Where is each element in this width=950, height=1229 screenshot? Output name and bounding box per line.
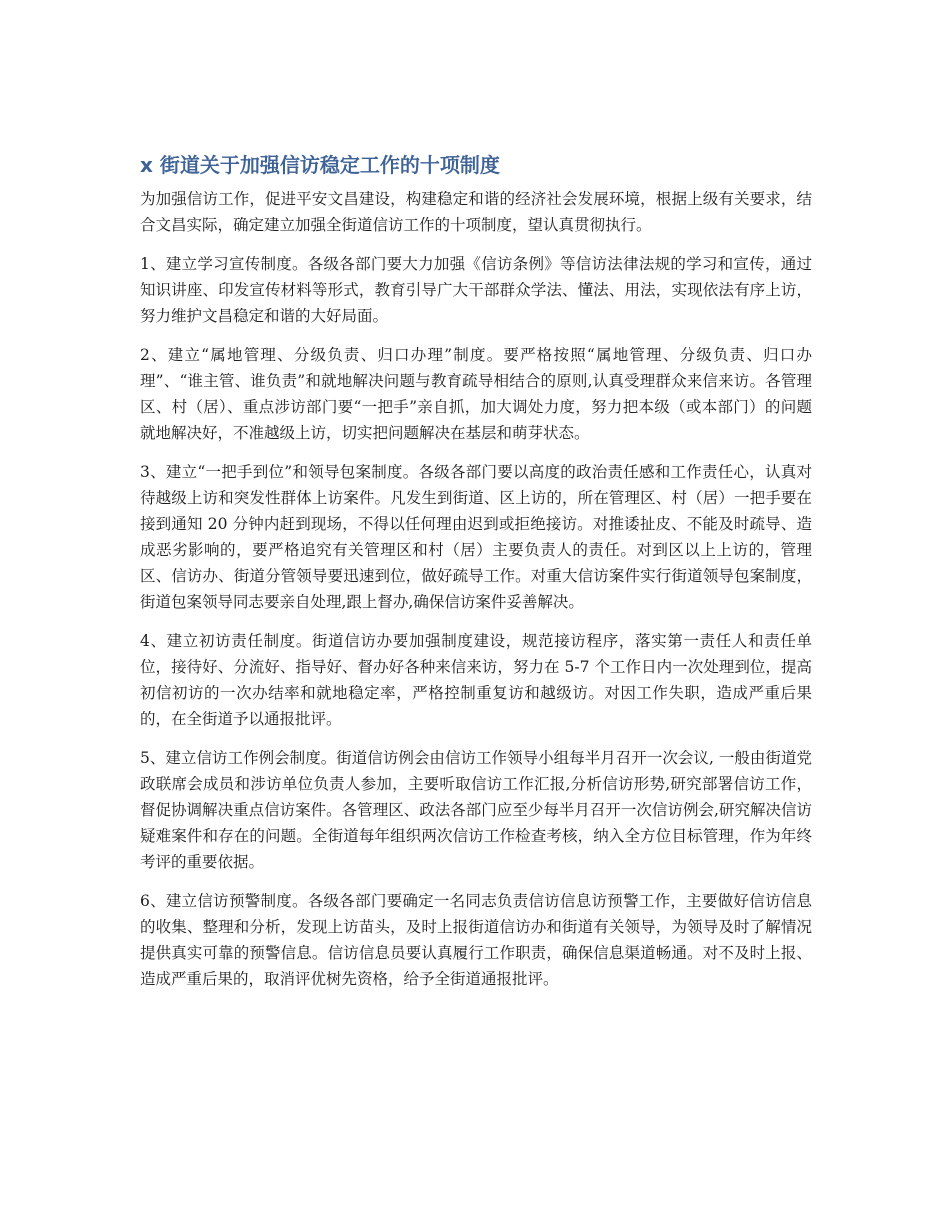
paragraph-rule-5: 5、建立信访工作例会制度。街道信访例会由信访工作领导小组每半月召开一次会议, 一般由街道党政联席会成员和涉访单位负责人参加，主要听取信访工作汇报,分析信访形势,研究部署信访工作，督促协调解决重点信访案件。各管理区、政法各部门应至少每半月召开一次信访例会,研究解决信访疑难案件和存在的问题。全街道每年组织两次信访工作检查考核，纳入全方位目标管理，作为年终考评的重要依据。 <box>140 749 812 871</box>
intro-paragraph: 为加强信访工作，促进平安文昌建设，构建稳定和谐的经济社会发展环境，根据上级有关要求，结合文昌实际，确定建立加强全街道信访工作的十项制度，望认真贯彻执行。 <box>140 190 812 234</box>
document-title: x 街道关于加强信访稳定工作的十项制度 <box>140 153 500 177</box>
paragraph-rule-4: 4、建立初访责任制度。街道信访办要加强制度建设，规范接访程序，落实第一责任人和责任单位，接待好、分流好、指导好、督办好各种来信来访，努力在 5-7 个工作日内一次处理到位，提高初信初访的一次办结率和就地稳定率，严格控制重复访和越级访。对因工作失职，造成严重后果的，在全街道予以通报批评。 <box>140 632 812 728</box>
paragraph-rule-2: 2、建立“属地管理、分级负责、归口办理”制度。要严格按照“属地管理、分级负责、归口办理”、“谁主管、谁负责”和就地解决问题与教育疏导相结合的原则,认真受理群众来信来访。各管理区、村（居）、重点涉访部门要“一把手”亲自抓，加大调处力度，努力把本级（或本部门）的问题就地解决好，不准越级上访，切实把问题解决在基层和萌芽状态。 <box>140 346 812 442</box>
paragraph-rule-6: 6、建立信访预警制度。各级各部门要确定一名同志负责信访信息访预警工作，主要做好信访信息的收集、整理和分析，发现上访苗头，及时上报街道信访办和街道有关领导，为领导及时了解情况提供真实可靠的预警信息。信访信息员要认真履行工作职责，确保信息渠道畅通。对不及时上报、造成严重后果的，取消评优树先资格，给予全街道通报批评。 <box>140 892 812 988</box>
paragraph-rule-1: 1、建立学习宣传制度。各级各部门要大力加强《信访条例》等信访法律法规的学习和宣传，通过知识讲座、印发宣传材料等形式，教育引导广大干部群众学法、懂法、用法，实现依法有序上访，努力维护文昌稳定和谐的大好局面。 <box>140 255 812 325</box>
document-page <box>140 150 812 1005</box>
paragraph-rule-3: 3、建立“一把手到位”和领导包案制度。各级各部门要以高度的政治责任感和工作责任心，认真对待越级上访和突发性群体上访案件。凡发生到街道、区上访的，所在管理区、村（居）一把手要在接到通知 20 分钟内赶到现场，不得以任何理由迟到或拒绝接访。对推诿扯皮、不能及时疏导、造成恶劣影响的，要严格追究有关管理区和村（居）主要负责人的责任。对到区以上上访的，管理区、信访办、街道分管领导要迅速到位，做好疏导工作。对重大信访案件实行街道领导包案制度，街道包案领导同志要亲自处理,跟上督办,确保信访案件妥善解决。 <box>140 463 812 611</box>
